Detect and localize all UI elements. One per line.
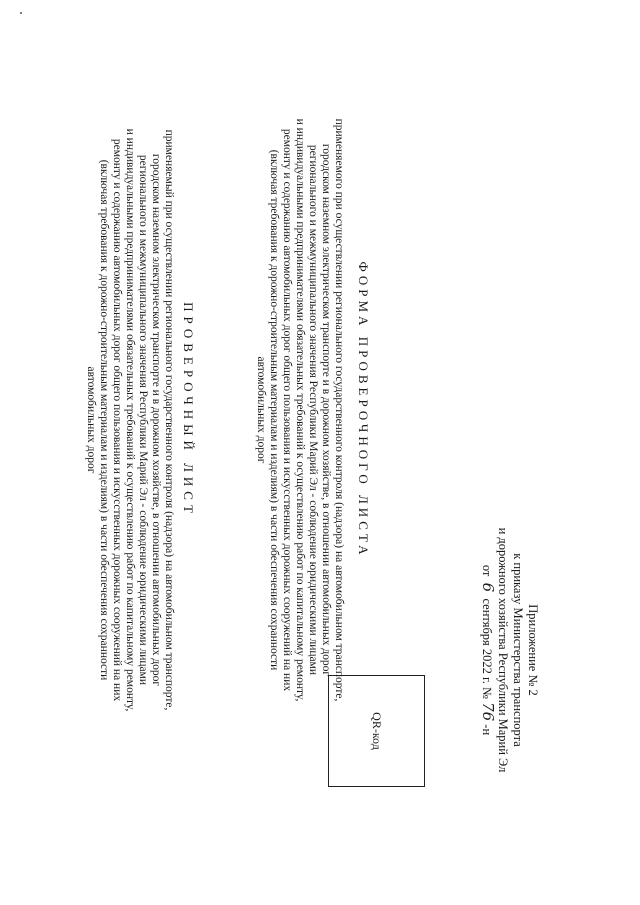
annex-line-1: Приложение № 2 <box>526 604 540 696</box>
checklist-title: ПРОВЕРОЧНЫЙ ЛИСТ <box>181 302 196 518</box>
annex-line-3: и дорожного хозяйства Республики Марий Эл <box>496 527 510 773</box>
annex-date-prefix: от <box>480 564 494 577</box>
checklist-line: городском наземном электрическом транспорте и в дорожном хозяйстве, в отношении автомобильных дорог <box>150 153 162 687</box>
form-line: автомобильных дорог <box>255 356 267 464</box>
form-line: применяемого при осуществлении регионального государственного контроля (надзора) на автомобильном транспорте, <box>333 118 345 702</box>
checklist-line: и индивидуальными предпринимателями обязательных требований к осуществлению работ по капитальному ремонту, <box>124 128 136 712</box>
form-line: регионального и межмуниципального значения Республики Марий Эл - соблюдение юридическими лицами <box>307 144 319 676</box>
checklist-line: регионального и межмуниципального значения Республики Марий Эл - соблюдение юридическими лицами <box>137 154 149 686</box>
annex-header <box>479 470 540 830</box>
checklist-line: применяемый при осуществлении регионального государственного контроля (надзора) на автомобильном транспорте, <box>163 129 175 711</box>
annex-day-handwritten: 6 <box>479 582 497 593</box>
form-line: городском наземном электрическом транспорте и в дорожном хозяйстве, в отношении автомобильных дорог <box>320 143 332 677</box>
form-title: ФОРМА ПРОВЕРОЧНОГО ЛИСТА <box>356 261 371 559</box>
scan-speck <box>20 12 22 14</box>
annex-line-2: к приказу Министерства транспорта <box>511 553 525 747</box>
annex-number-handwritten: 76 <box>479 702 497 722</box>
qr-code-label: QR-код <box>370 712 384 750</box>
form-line: (включая требования к дорожно-строительным материалам и изделиям) в части обеспечения сохранности <box>268 149 280 671</box>
checklist-line: (включая требования к дорожно-строительным материалам и изделиям) в части обеспечения сохранности <box>98 159 110 681</box>
annex-date-line <box>479 470 495 830</box>
form-description <box>254 70 345 750</box>
checklist-line: автомобильных дорог <box>85 366 97 474</box>
annex-number-suffix: -н <box>480 724 494 736</box>
checklist-line: ремонту и содержанию автомобильных дорог общего пользования и искусственных дорожных сооружений на них <box>111 138 123 702</box>
form-line: ремонту и содержанию автомобильных дорог общего пользования и искусственных дорожных сооружений на них <box>281 128 293 692</box>
checklist-description <box>84 60 175 780</box>
annex-date-middle: сентября 2022 г. № <box>480 598 494 699</box>
form-line: и индивидуальными предпринимателями обязательных требований к осуществлению работ по капитальному ремонту, <box>294 118 306 702</box>
